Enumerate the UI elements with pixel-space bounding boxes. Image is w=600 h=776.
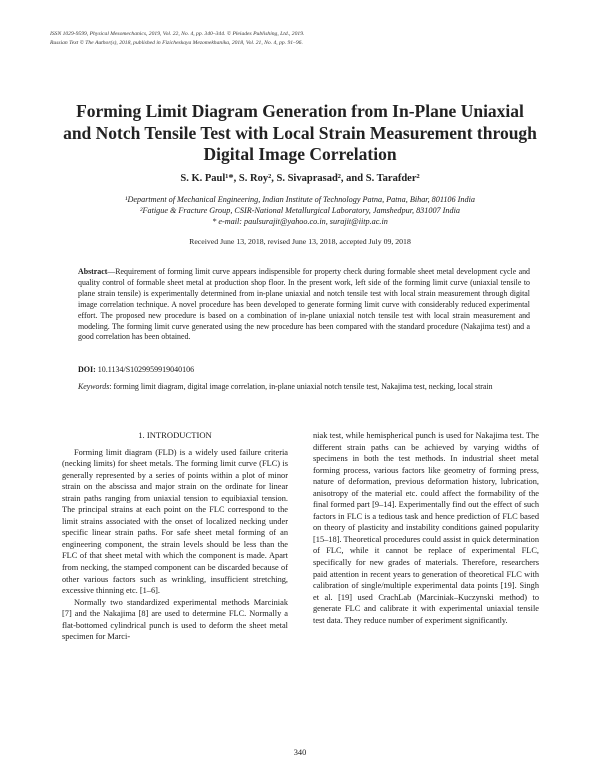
paragraph: Forming limit diagram (FLD) is a widely used failure criteria (necking limits) for sheet metals. The forming limit curve (FLC) is generally represented by a series of points within a plot of minor strain on the abscissa and major strain on the ordinate for linear strain paths ranging from uniaxial tension to equibiaxial tension. The principal strains at each point on the FLC correspond to the limit strains associated with the onset of localized necking under specific linear strain paths. For safe sheet metal forming of an engineering component, the strain levels should be less than the FLC of that sheet metal with which the component is made. Apart from necking, the stamped component can be discarded because of other various factors such as wrinkling, insufficient stretching, excessive thinning etc. [1–6]. <box>62 447 288 596</box>
right-column <box>313 430 539 626</box>
affiliation-2: ²Fatigue & Fracture Group, CSIR-National Metallurgical Laboratory, Jamshedpur, 831007 India <box>140 205 460 215</box>
journal-header-line-1: ISSN 1029-9599, Physical Mesomechanics, 2019, Vol. 22, No. 4, pp. 340–344. © Pleiades Publishing, Ltd., 2019. <box>50 31 305 37</box>
affiliation-1: ¹Department of Mechanical Engineering, Indian Institute of Technology Patna, Patna, Bihar, 801106 India <box>125 195 475 204</box>
section-heading-introduction: 1. INTRODUCTION <box>138 430 212 440</box>
abstract <box>78 267 530 343</box>
keywords-text: : forming limit diagram, digital image correlation, in-plane uniaxial notch tensile test, Nakajima test, necking, local strain <box>109 382 493 391</box>
keywords-label: Keywords <box>78 382 110 391</box>
abstract-text: —Requirement of forming limit curve appears indispensible for property check during formable sheet metal development cycle and quality control of formable sheet metal at production shop floor. In the present work, left side of the forming limit curve (uniaxial tensile to plane strain tensile) is experimentally determined from in-plane uniaxial and notch tensile test with local strain measurement through digital image correlation technique. A novel procedure has been developed to generate forming limit curve with considerably reduced experimental effort. The proposed new procedure is based on a combination of in-plane uniaxial notch tensile test with local strain measurement and modeling. The forming limit curve generated using the new procedure has been compared with the standard procedure (Nakajima test) and a good correlation has been obtained. <box>78 267 530 342</box>
abstract-label: Abstract <box>78 267 108 276</box>
paper-title: Forming Limit Diagram Generation from In-Plane Uniaxial and Notch Tensile Test with Local Strain Measurement through Digital Image Correlation <box>63 101 537 164</box>
received-dates: Received June 13, 2018, revised June 13, 2018, accepted July 09, 2018 <box>189 237 411 246</box>
doi-label: DOI: <box>78 365 96 374</box>
page-number: 340 <box>293 748 307 757</box>
journal-header-line-2: Russian Text © The Author(s), 2018, published in Fizicheskaya Mezomekhanika, 2018, Vol. 21, No. 4, pp. 91–96. <box>50 40 303 46</box>
paragraph: Normally two standardized experimental methods Marciniak [7] and the Nakajima [8] are used to determine FLC. Normally a flat-bottomed cylindrical punch is used to deform the sheet metal specimen for Marci- <box>62 597 288 642</box>
affiliations <box>60 195 540 227</box>
contact-email: * e-mail: paulsurajit@yahoo.co.in, surajit@iitp.ac.in <box>212 216 388 226</box>
paragraph: niak test, while hemispherical punch is used for Nakajima test. The different strain paths can be achieved by varying widths of specimens in both the test methods. In industrial sheet metal forming process, various factors like geometry of forming press, nature of deformation, previous deformation history, lubrication, anisotropy of the material etc. could affect the formability of the final formed part [9–14]. Experimentally find out the effect of such factors in FLC is a tedious task and hence prediction of FLC based on theory of plasticity and instability conditions gained popularity [15–18]. Theoretical procedures could assist in quick determination of FLC, while it cannot be replace of experimental FLC, specifically for new grades of materials. Therefore, researchers paid attention in recent years to generation of theoretical FLC with calibration of single/multiple experimental data points [19]. Singh et al. [19] used CrachLab (Marciniak–Kuczynski method) to generate FLC and calibrate it with experimental uniaxial tensile test data. They reduce number of experiment significantly. <box>313 431 539 625</box>
authors: S. K. Paul¹*, S. Roy², S. Sivaprasad², and S. Tarafder² <box>180 173 420 184</box>
doi-link[interactable]: 10.1134/S1029959919040106 <box>97 365 195 374</box>
left-column <box>62 430 288 643</box>
keywords <box>78 382 530 393</box>
journal-header <box>50 30 570 48</box>
doi-line <box>78 365 530 374</box>
